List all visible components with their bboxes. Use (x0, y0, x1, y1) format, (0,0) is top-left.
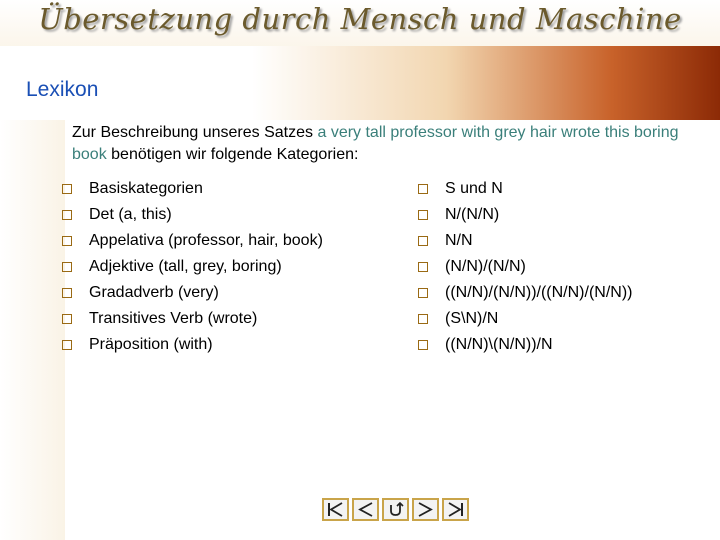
list-item-label: Det (a, this) (89, 206, 172, 223)
page-title: Lexikon (26, 78, 99, 101)
previous-icon (357, 502, 374, 517)
bullet-icon (418, 210, 428, 220)
list-item-label: Präposition (with) (89, 336, 213, 353)
last-icon (447, 502, 464, 517)
list-item (62, 176, 323, 202)
list-item (418, 202, 633, 228)
next-icon (417, 502, 434, 517)
list-item (62, 254, 323, 280)
intro-paragraph (72, 122, 692, 166)
bullet-icon (62, 184, 72, 194)
slide-navigation (322, 498, 472, 521)
list-item (62, 228, 323, 254)
bullet-icon (418, 314, 428, 324)
intro-suffix: benötigen wir folgende Kategorien: (106, 146, 359, 163)
list-item (418, 228, 633, 254)
intro-prefix: Zur Beschreibung unseres Satzes (72, 124, 318, 141)
return-icon (387, 502, 404, 517)
list-item (418, 332, 633, 358)
bullet-icon (418, 236, 428, 246)
list-item-label: Basiskategorien (89, 180, 203, 197)
list-item-label: Adjektive (tall, grey, boring) (89, 258, 282, 275)
list-item-label: (S\N)/N (445, 310, 499, 327)
bullet-icon (418, 288, 428, 298)
bullet-icon (62, 236, 72, 246)
list-item-label: Transitives Verb (wrote) (89, 310, 258, 327)
previous-slide-button[interactable] (352, 498, 379, 521)
list-item (418, 176, 633, 202)
list-item-label: Appelativa (professor, hair, book) (89, 232, 323, 249)
list-item (62, 202, 323, 228)
list-item (418, 254, 633, 280)
bullet-icon (418, 262, 428, 272)
bullet-icon (62, 288, 72, 298)
list-item (418, 280, 633, 306)
bullet-icon (62, 262, 72, 272)
bullet-icon (62, 340, 72, 350)
return-button[interactable] (382, 498, 409, 521)
list-item-label: Gradadverb (very) (89, 284, 219, 301)
list-item-label: (N/N)/(N/N) (445, 258, 526, 275)
bullet-icon (418, 184, 428, 194)
list-item (62, 280, 323, 306)
first-icon (327, 502, 344, 517)
list-item (418, 306, 633, 332)
title-gradient-bar (0, 46, 720, 120)
list-item (62, 306, 323, 332)
list-item-label: N/N (445, 232, 473, 249)
next-slide-button[interactable] (412, 498, 439, 521)
list-item-label: ((N/N)\(N/N))/N (445, 336, 553, 353)
bullet-icon (418, 340, 428, 350)
header-script-title: Übersetzung durch Mensch und Maschine (38, 2, 682, 36)
list-item-label: S und N (445, 180, 503, 197)
list-item-label: N/(N/N) (445, 206, 500, 223)
list-item (62, 332, 323, 358)
first-slide-button[interactable] (322, 498, 349, 521)
intro-example-sentence: a very tall professor with grey hair wrote this boring book (72, 124, 679, 163)
bullet-icon (62, 314, 72, 324)
bullet-icon (62, 210, 72, 220)
type-list (418, 176, 633, 358)
last-slide-button[interactable] (442, 498, 469, 521)
list-item-label: ((N/N)/(N/N))/((N/N)/(N/N)) (445, 284, 633, 301)
category-list (62, 176, 323, 358)
